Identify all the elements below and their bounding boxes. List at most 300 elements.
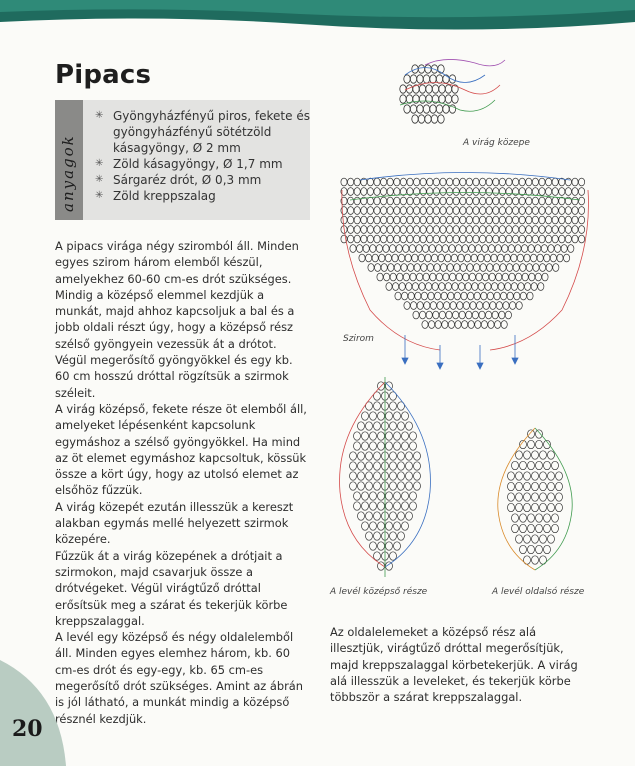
- page-title: Pipacs: [55, 60, 152, 90]
- bead: [392, 254, 398, 262]
- bead: [449, 75, 455, 83]
- bead: [374, 235, 380, 243]
- bead: [362, 442, 369, 450]
- bead: [433, 207, 439, 215]
- bead: [546, 235, 552, 243]
- bead: [520, 524, 527, 532]
- bead: [362, 432, 369, 440]
- bead: [516, 535, 523, 543]
- bead: [394, 197, 400, 205]
- bead: [540, 451, 547, 459]
- bead: [481, 321, 487, 329]
- bead: [381, 264, 387, 272]
- bead: [398, 482, 405, 490]
- bead: [526, 197, 532, 205]
- bead: [539, 207, 545, 215]
- bead: [524, 254, 530, 262]
- bead: [486, 207, 492, 215]
- bead: [419, 95, 425, 103]
- bead: [559, 188, 565, 196]
- bead: [433, 178, 439, 186]
- bead: [488, 321, 494, 329]
- bead: [386, 522, 393, 530]
- bead: [461, 292, 467, 300]
- bead: [559, 235, 565, 243]
- bead: [416, 245, 422, 253]
- bead: [531, 254, 537, 262]
- bead: [408, 264, 414, 272]
- bead: [348, 188, 354, 196]
- bead: [516, 273, 522, 281]
- bead: [532, 556, 539, 564]
- bead: [519, 197, 525, 205]
- bead: [366, 462, 373, 470]
- bead: [443, 105, 449, 113]
- bead: [386, 412, 393, 420]
- bead: [532, 503, 539, 511]
- bead: [506, 226, 512, 234]
- bead: [366, 472, 373, 480]
- bead: [394, 492, 401, 500]
- bead: [480, 216, 486, 224]
- page-number: 20: [12, 716, 43, 742]
- bead: [413, 311, 419, 319]
- bead: [384, 273, 390, 281]
- bead: [341, 178, 347, 186]
- bead: [505, 311, 511, 319]
- bead: [498, 254, 504, 262]
- bead: [492, 311, 498, 319]
- bead: [516, 482, 523, 490]
- bead: [362, 522, 369, 530]
- bead: [432, 254, 438, 262]
- bead: [572, 226, 578, 234]
- bead: [509, 273, 515, 281]
- bead: [362, 502, 369, 510]
- bead: [565, 235, 571, 243]
- bead: [403, 245, 409, 253]
- bead: [568, 245, 574, 253]
- bead: [539, 178, 545, 186]
- bead: [462, 245, 468, 253]
- bead: [402, 522, 409, 530]
- bead: [394, 442, 401, 450]
- bead: [537, 254, 543, 262]
- bead: [453, 178, 459, 186]
- bead: [478, 283, 484, 291]
- bead: [540, 264, 546, 272]
- bead: [519, 207, 525, 215]
- bead: [528, 245, 534, 253]
- bead: [506, 216, 512, 224]
- bead: [417, 302, 423, 310]
- bead: [500, 264, 506, 272]
- bead: [390, 532, 397, 540]
- bead: [440, 197, 446, 205]
- bead: [374, 207, 380, 215]
- bead: [526, 235, 532, 243]
- bead: [406, 283, 412, 291]
- bead: [361, 207, 367, 215]
- bead: [508, 503, 515, 511]
- bead: [448, 321, 454, 329]
- bead: [441, 264, 447, 272]
- bead: [572, 207, 578, 215]
- bead: [445, 283, 451, 291]
- bead: [532, 197, 538, 205]
- bead: [552, 178, 558, 186]
- bead: [374, 512, 381, 520]
- bead: [460, 188, 466, 196]
- bead: [506, 178, 512, 186]
- bead: [526, 264, 532, 272]
- bead: [408, 292, 414, 300]
- bead: [374, 482, 381, 490]
- bead: [480, 264, 486, 272]
- bead: [378, 442, 385, 450]
- bead: [374, 452, 381, 460]
- paragraph: A virág közepét ezután illesszük a kereszt alakban egymás mellé helyezett szirmok közepére.: [55, 499, 294, 547]
- bead: [499, 207, 505, 215]
- bead: [410, 105, 416, 113]
- bead: [381, 216, 387, 224]
- bead: [348, 226, 354, 234]
- bead: [493, 216, 499, 224]
- bead: [499, 188, 505, 196]
- bead: [463, 302, 469, 310]
- bead: [410, 502, 417, 510]
- bead: [458, 254, 464, 262]
- bead: [437, 302, 443, 310]
- bead: [552, 226, 558, 234]
- bead: [414, 207, 420, 215]
- bead: [557, 254, 563, 262]
- bead: [516, 503, 523, 511]
- bead: [405, 254, 411, 262]
- bead: [361, 216, 367, 224]
- bead: [427, 226, 433, 234]
- bead: [425, 254, 431, 262]
- bead: [377, 273, 383, 281]
- bead: [453, 311, 459, 319]
- bead: [460, 235, 466, 243]
- bead: [396, 245, 402, 253]
- bead: [436, 75, 442, 83]
- bead: [406, 452, 413, 460]
- bead: [508, 472, 515, 480]
- bead: [467, 264, 473, 272]
- bead: [402, 492, 409, 500]
- bead: [540, 482, 547, 490]
- bead: [493, 226, 499, 234]
- bead: [450, 273, 456, 281]
- bead: [447, 207, 453, 215]
- bead: [366, 512, 373, 520]
- bead: [439, 283, 445, 291]
- bead: [484, 254, 490, 262]
- bead: [394, 522, 401, 530]
- paragraph: A virág középső, fekete része öt elemből áll, amelyeket lépésenként kapcsolunk egymáshoz a szélső gyöngyökkel. Ha mind az öt elemet egymáshoz kapcsoltuk, kössük össze a kört úgy, hogy az utolsó elemet az elsőhöz fűzzük.: [55, 401, 307, 498]
- bead: [556, 503, 563, 511]
- bead: [556, 472, 563, 480]
- bead: [394, 216, 400, 224]
- bead: [359, 254, 365, 262]
- bead: [387, 197, 393, 205]
- bead: [390, 552, 397, 560]
- bead: [477, 302, 483, 310]
- bead: [532, 207, 538, 215]
- bead: [480, 226, 486, 234]
- bead: [515, 245, 521, 253]
- bead: [480, 207, 486, 215]
- bead: [466, 235, 472, 243]
- bead: [439, 95, 445, 103]
- bead: [407, 216, 413, 224]
- bead: [433, 188, 439, 196]
- bead: [362, 412, 369, 420]
- bead: [546, 226, 552, 234]
- bead: [572, 178, 578, 186]
- bead: [423, 105, 429, 113]
- bead: [446, 311, 452, 319]
- bead: [370, 245, 376, 253]
- bead: [367, 216, 373, 224]
- bead: [493, 264, 499, 272]
- bead: [486, 216, 492, 224]
- leaf-center-diagram: [325, 372, 445, 582]
- bead: [565, 188, 571, 196]
- bead: [370, 412, 377, 420]
- bead: [540, 493, 547, 501]
- bead: [434, 264, 440, 272]
- bead: [420, 226, 426, 234]
- bead: [390, 422, 397, 430]
- bead: [503, 302, 509, 310]
- bead: [524, 535, 531, 543]
- bead: [532, 235, 538, 243]
- bead: [473, 235, 479, 243]
- bead: [454, 292, 460, 300]
- bead: [399, 254, 405, 262]
- bead: [493, 178, 499, 186]
- bead: [367, 188, 373, 196]
- bead: [386, 432, 393, 440]
- bead: [432, 283, 438, 291]
- bead: [426, 95, 432, 103]
- bead: [459, 311, 465, 319]
- bead: [381, 188, 387, 196]
- bead: [552, 514, 559, 522]
- bead: [476, 273, 482, 281]
- caption-petal: Szirom: [343, 334, 374, 344]
- bead: [406, 422, 413, 430]
- bead: [402, 442, 409, 450]
- bead: [499, 197, 505, 205]
- bead: [528, 524, 535, 532]
- bead: [447, 264, 453, 272]
- bead: [532, 178, 538, 186]
- bead: [520, 264, 526, 272]
- bead: [516, 472, 523, 480]
- bead: [485, 283, 491, 291]
- bead: [386, 442, 393, 450]
- bead: [374, 422, 381, 430]
- bead: [561, 245, 567, 253]
- bead: [540, 472, 547, 480]
- bead: [520, 292, 526, 300]
- bead: [526, 207, 532, 215]
- bead: [366, 254, 372, 262]
- bead: [407, 197, 413, 205]
- bead: [491, 254, 497, 262]
- bead: [499, 235, 505, 243]
- bead: [378, 542, 385, 550]
- bead: [513, 216, 519, 224]
- bead: [519, 178, 525, 186]
- bead: [519, 216, 525, 224]
- bead: [460, 226, 466, 234]
- bead: [508, 482, 515, 490]
- bead: [487, 264, 493, 272]
- bead: [474, 264, 480, 272]
- bead: [546, 188, 552, 196]
- bead: [387, 235, 393, 243]
- bead: [407, 207, 413, 215]
- bead: [480, 178, 486, 186]
- bead: [400, 95, 406, 103]
- bead: [448, 292, 454, 300]
- bead: [553, 264, 559, 272]
- bead: [411, 302, 417, 310]
- bead: [435, 292, 441, 300]
- bead: [354, 216, 360, 224]
- bead: [532, 188, 538, 196]
- bead: [507, 264, 513, 272]
- bead: [540, 535, 547, 543]
- bead: [427, 216, 433, 224]
- bead: [486, 311, 492, 319]
- bead: [493, 188, 499, 196]
- bead: [539, 188, 545, 196]
- bead: [406, 482, 413, 490]
- bead: [414, 452, 421, 460]
- bead: [541, 245, 547, 253]
- bead: [564, 254, 570, 262]
- bead: [442, 245, 448, 253]
- bead: [425, 65, 431, 73]
- bead: [511, 283, 517, 291]
- bead: [466, 216, 472, 224]
- bead: [390, 273, 396, 281]
- bead: [489, 273, 495, 281]
- bead: [524, 472, 531, 480]
- bead: [440, 226, 446, 234]
- bead: [440, 235, 446, 243]
- bead: [386, 542, 393, 550]
- bead: [435, 321, 441, 329]
- bead: [387, 226, 393, 234]
- bead: [387, 216, 393, 224]
- bead: [387, 188, 393, 196]
- bead: [431, 115, 437, 123]
- bead: [486, 188, 492, 196]
- bead: [390, 512, 397, 520]
- bead: [427, 264, 433, 272]
- bead: [423, 245, 429, 253]
- bead: [367, 197, 373, 205]
- bead: [519, 235, 525, 243]
- bead: [429, 321, 435, 329]
- bead: [579, 226, 585, 234]
- bead: [493, 207, 499, 215]
- bead: [572, 216, 578, 224]
- bead: [528, 440, 535, 448]
- bead: [399, 283, 405, 291]
- bead-row-group: [400, 65, 458, 123]
- bead: [453, 197, 459, 205]
- bead: [505, 283, 511, 291]
- bead: [420, 216, 426, 224]
- bead: [350, 462, 357, 470]
- bead: [404, 302, 410, 310]
- bead: [539, 216, 545, 224]
- bead: [447, 216, 453, 224]
- bead: [374, 552, 381, 560]
- bead: [390, 245, 396, 253]
- bead: [460, 264, 466, 272]
- bead: [400, 226, 406, 234]
- bead: [456, 273, 462, 281]
- bead: [418, 65, 424, 73]
- bead: [368, 264, 374, 272]
- caption-leaf-side: A levél oldalsó része: [492, 587, 585, 597]
- bead: [376, 245, 382, 253]
- bead: [501, 321, 507, 329]
- bead: [374, 188, 380, 196]
- bead: [358, 462, 365, 470]
- bead: [390, 482, 397, 490]
- materials-item: ✳ Sárgaréz drót, Ø 0,3 mm: [95, 172, 313, 188]
- bead: [556, 493, 563, 501]
- bead: [385, 254, 391, 262]
- bead: [386, 502, 393, 510]
- bead: [544, 514, 551, 522]
- bead: [354, 226, 360, 234]
- bead: [510, 302, 516, 310]
- bead: [517, 254, 523, 262]
- bead: [482, 245, 488, 253]
- bead: [559, 216, 565, 224]
- bead: [525, 283, 531, 291]
- bead: [572, 197, 578, 205]
- bead: [548, 245, 554, 253]
- bead: [524, 493, 531, 501]
- bead: [433, 235, 439, 243]
- bead: [387, 207, 393, 215]
- bead: [390, 402, 397, 410]
- bead: [453, 207, 459, 215]
- bead: [394, 432, 401, 440]
- bead: [440, 188, 446, 196]
- bead: [524, 451, 531, 459]
- bead: [528, 545, 535, 553]
- bead: [421, 264, 427, 272]
- bead: [542, 273, 548, 281]
- bead: [357, 245, 363, 253]
- bead: [544, 254, 550, 262]
- bead: [475, 321, 481, 329]
- bead: [539, 235, 545, 243]
